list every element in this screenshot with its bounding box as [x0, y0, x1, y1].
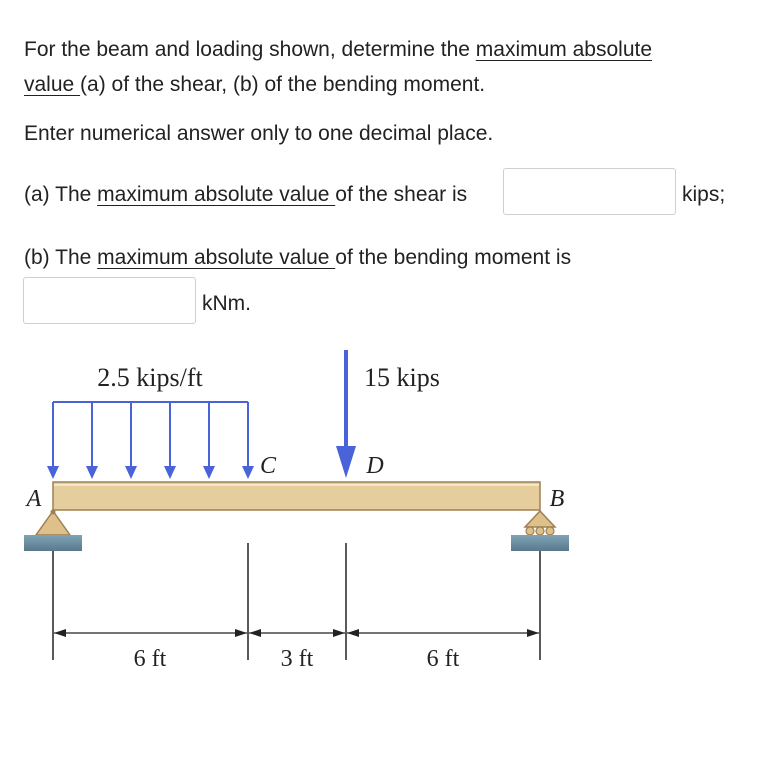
- part-b-max-abs-link[interactable]: maximum absolute value: [97, 246, 336, 269]
- point-load-arrowhead: [336, 446, 356, 478]
- max-abs-link-2[interactable]: value: [24, 73, 81, 96]
- point-d-label: D: [366, 453, 384, 479]
- roller-wheel: [546, 527, 554, 535]
- question-text: For the beam and loading shown, determine the: [24, 38, 476, 61]
- point-load: [336, 350, 440, 478]
- shear-unit: kips;: [682, 183, 726, 206]
- load-arrow-head: [164, 466, 176, 479]
- pin-support-a: [24, 510, 82, 552]
- pin-support-triangle: [36, 511, 70, 535]
- dimension-label-ac: 6 ft: [133, 646, 167, 672]
- roller-wheel: [536, 527, 544, 535]
- point-b-label: B: [549, 486, 565, 512]
- pin-support-pin: [51, 510, 56, 515]
- ground-a: [24, 535, 82, 551]
- instruction-text: Enter numerical answer only to one decimal place.: [24, 122, 494, 145]
- point-c-label: C: [259, 453, 277, 479]
- part-a-max-abs-link[interactable]: maximum absolute value: [97, 183, 336, 206]
- load-arrow-head: [86, 466, 98, 479]
- part-b-suffix: of the bending moment is: [335, 246, 572, 269]
- dimension-extension-lines: [53, 543, 540, 660]
- dimension-label-db: 6 ft: [426, 646, 460, 672]
- distributed-load-label: 2.5 kips/ft: [97, 363, 203, 392]
- part-b-prefix: (b) The: [24, 246, 98, 269]
- distributed-load: [47, 363, 254, 479]
- moment-unit: kNm.: [202, 292, 251, 315]
- load-arrow-head: [203, 466, 215, 479]
- load-arrow-head: [242, 466, 254, 479]
- question-text-2: (a) of the shear, (b) of the bending moment.: [80, 73, 486, 96]
- load-arrow-head: [47, 466, 59, 479]
- ground-b: [511, 535, 569, 551]
- max-abs-link-1[interactable]: maximum absolute: [475, 38, 653, 61]
- roller-support-triangle: [525, 511, 555, 527]
- point-load-label: 15 kips: [364, 363, 440, 392]
- point-a-label: A: [26, 486, 42, 512]
- roller-wheel: [526, 527, 534, 535]
- part-a-prefix: (a) The: [24, 183, 98, 206]
- dimension-label-cd: 3 ft: [280, 646, 314, 672]
- part-a-suffix: of the shear is: [335, 183, 468, 206]
- beam: [53, 482, 540, 510]
- roller-support-b: [511, 511, 569, 551]
- load-arrow-head: [125, 466, 137, 479]
